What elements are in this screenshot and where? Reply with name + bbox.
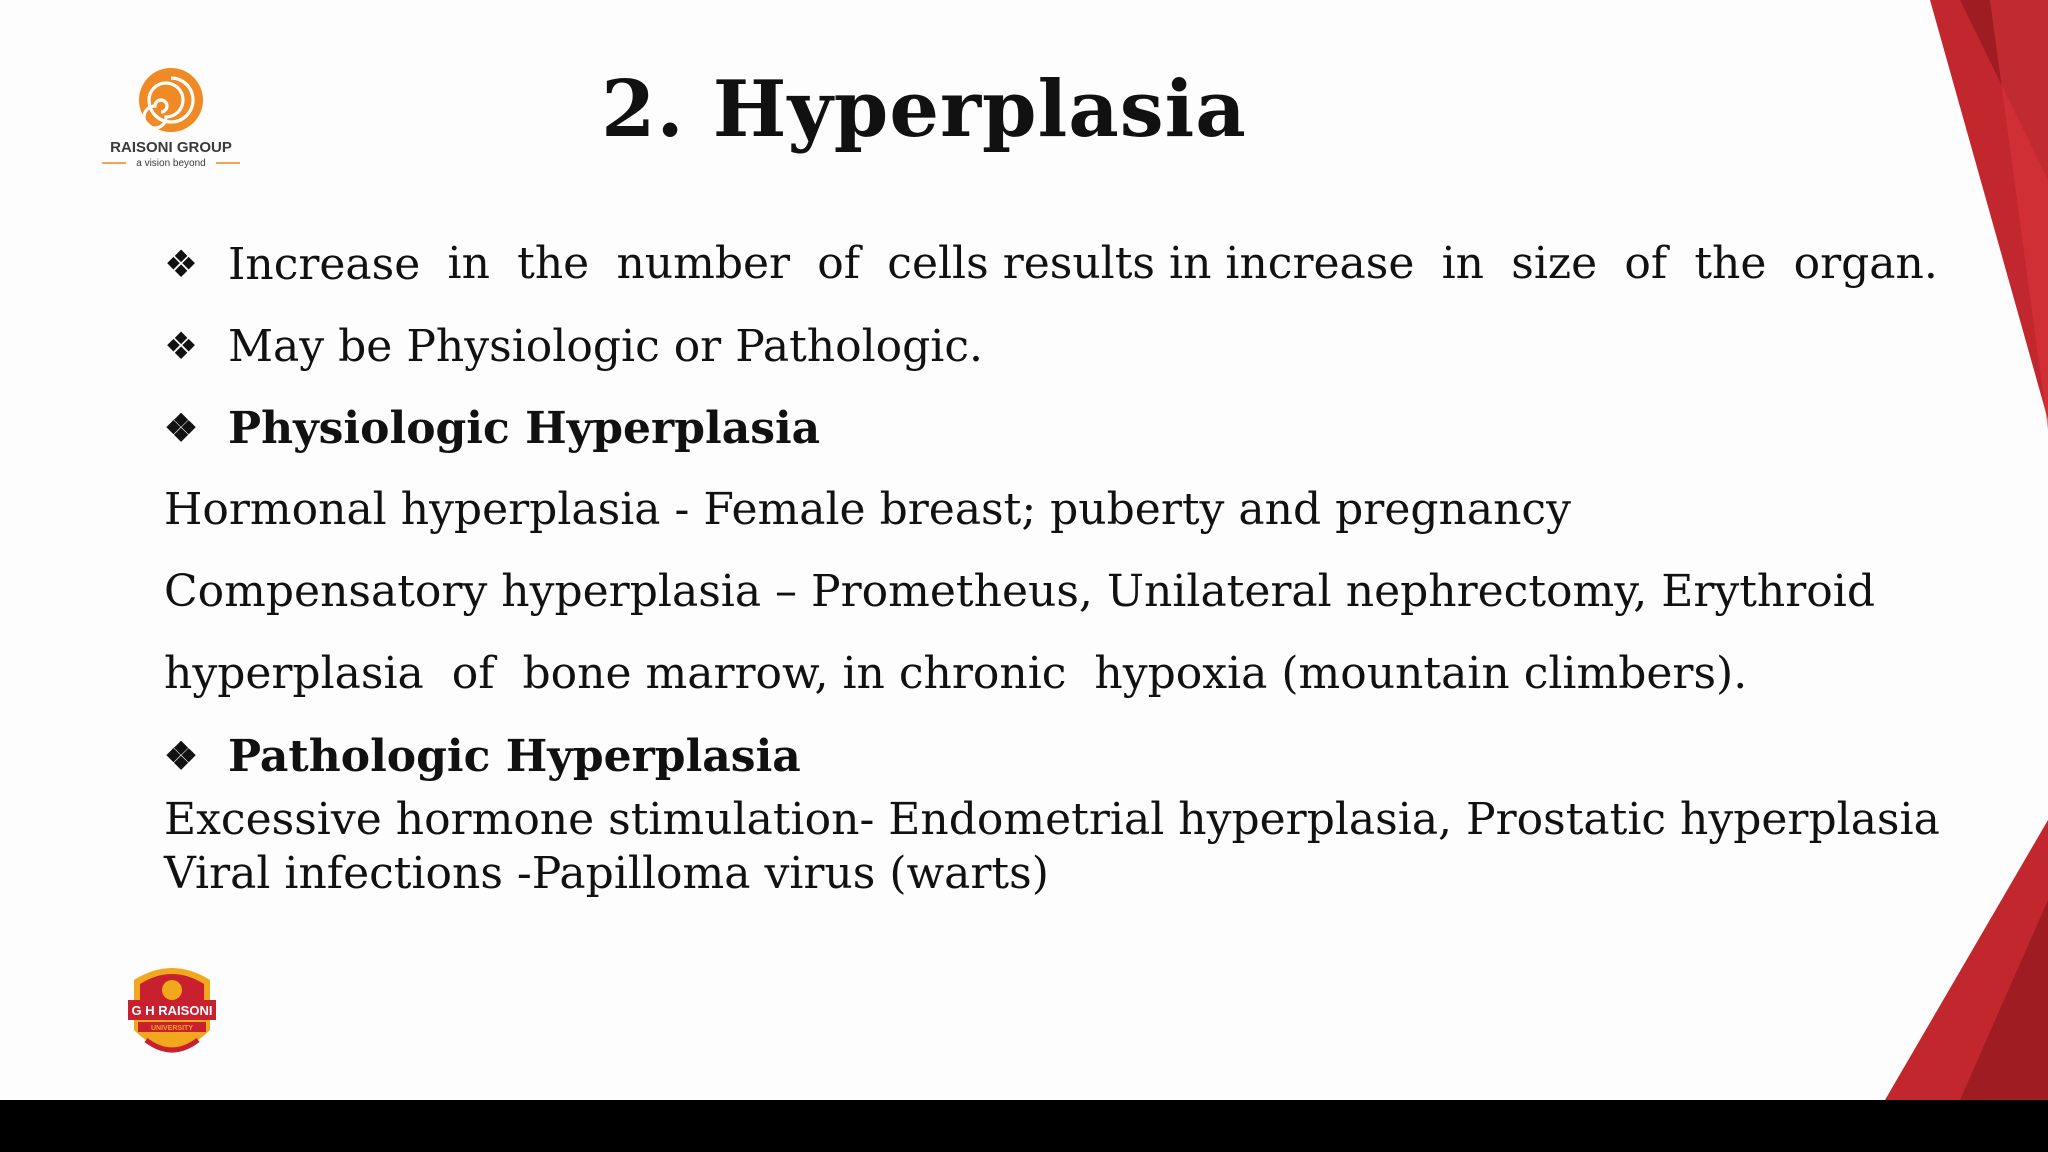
bullet-increase-cells	[164, 236, 1938, 293]
word: the	[517, 238, 590, 289]
word: in	[1441, 238, 1485, 289]
logo-tagline: a vision beyond	[136, 158, 206, 169]
bullet-icon: ❖	[164, 242, 199, 286]
heading-physiologic-hyperplasia	[164, 400, 820, 457]
bullet-icon: ❖	[164, 733, 199, 778]
bottom-black-bar	[0, 1100, 2048, 1152]
paragraph-viral-infections: Viral infections -Papilloma virus (warts)	[164, 848, 1049, 899]
crest-sub: UNIVERSITY	[150, 1025, 194, 1032]
bullet-icon: ❖	[164, 324, 199, 368]
word: size	[1511, 238, 1598, 289]
word: number	[616, 238, 791, 289]
gh-raisoni-university-crest	[116, 960, 228, 1070]
heading-text: Pathologic Hyperplasia	[228, 731, 801, 782]
bullet-text: May be Physiologic or Pathologic.	[228, 321, 984, 372]
heading-text: Physiologic Hyperplasia	[228, 403, 821, 454]
paragraph-compensatory-cont: hyperplasia of bone marrow, in chronic hypoxia (mountain climbers).	[164, 648, 1748, 699]
heading-pathologic-hyperplasia	[164, 728, 801, 785]
word: cells results in increase	[887, 238, 1415, 289]
crest-name: G H RAISONI	[131, 1003, 213, 1018]
paragraph-compensatory: Compensatory hyperplasia – Prometheus, Unilateral nephrectomy, Erythroid	[164, 566, 1875, 617]
paragraph-excessive-hormone: Excessive hormone stimulation- Endometrial hyperplasia, Prostatic hyperplasia	[164, 794, 1940, 845]
word: of	[1624, 238, 1668, 289]
paragraph-hormonal: Hormonal hyperplasia - Female breast; puberty and pregnancy	[164, 484, 1571, 535]
word: the	[1694, 238, 1767, 289]
bullet-physiologic-or-pathologic	[164, 318, 983, 375]
bullet-icon: ❖	[164, 405, 199, 450]
slide-title: 2. Hyperplasia	[601, 64, 1247, 155]
word: Increase	[228, 239, 421, 290]
word: of	[817, 238, 861, 289]
word: organ.	[1793, 238, 1938, 289]
word: in	[447, 238, 490, 289]
logo-group-name: RAISONI GROUP	[110, 139, 232, 156]
